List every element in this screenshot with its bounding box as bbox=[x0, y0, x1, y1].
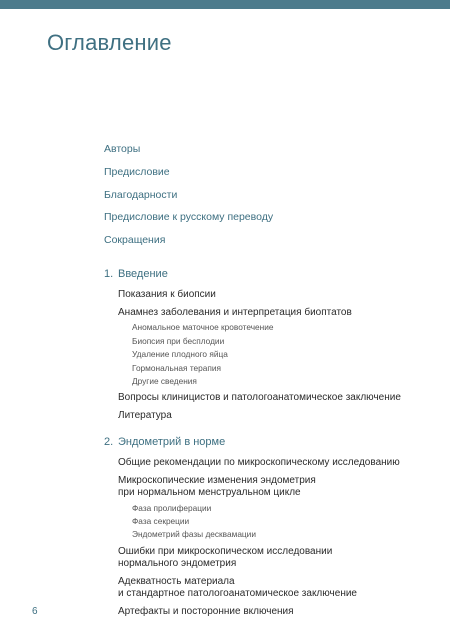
toc-entry-title: Авторы bbox=[104, 143, 141, 155]
toc-subentry-title: Фаза секреции bbox=[132, 516, 190, 526]
toc-entry-title-line: Микроскопические изменения эндометрия bbox=[118, 475, 316, 486]
toc-entry-title: Сокращения bbox=[104, 234, 166, 246]
toc-subentry-title: Другие сведения bbox=[132, 376, 197, 386]
toc-chapter-title: Введение bbox=[118, 268, 168, 280]
toc-entry-title-line: и стандартное патологоанатомическое заключение bbox=[118, 588, 357, 599]
toc-entry-title-line: Адекватность материала bbox=[118, 576, 235, 587]
toc-chapter-number: 1. bbox=[104, 268, 114, 280]
toc-entry-title: Предисловие bbox=[104, 166, 170, 178]
toc-entry-title: Общие рекомендации по микроскопическому исследованию bbox=[118, 457, 400, 468]
toc-entry-title: Артефакты и посторонние включения bbox=[118, 606, 294, 617]
toc-subentry-title: Гормональная терапия bbox=[132, 363, 222, 373]
toc-entry-title-line: нормального эндометрия bbox=[118, 558, 237, 569]
toc-chapter-title: Эндометрий в норме bbox=[118, 436, 226, 448]
toc-subentry-title: Эндометрий фазы десквамации bbox=[132, 529, 256, 539]
toc-entry-title-line: при нормальном менструальном цикле bbox=[118, 487, 301, 498]
page-title: Оглавление bbox=[47, 30, 172, 55]
toc-chapter-number: 2. bbox=[104, 436, 114, 448]
toc-subentry-title: Аномальное маточное кровотечение bbox=[132, 322, 274, 332]
toc-entry-title: Литература bbox=[118, 410, 172, 421]
toc-subentry-title: Удаление плодного яйца bbox=[132, 349, 228, 359]
toc-entry-title: Предисловие к русскому переводу bbox=[104, 211, 274, 223]
page-number: 6 bbox=[32, 606, 38, 617]
toc-subentry-title: Фаза пролиферации bbox=[132, 503, 212, 513]
toc-entry-title: Анамнез заболевания и интерпретация биоптатов bbox=[118, 307, 352, 318]
toc-entry-title: Вопросы клиницистов и патологоанатомическое заключение bbox=[118, 392, 401, 403]
toc-entry-title-line: Ошибки при микроскопическом исследовании bbox=[118, 546, 333, 557]
toc-entry-title: Показания к биопсии bbox=[118, 289, 216, 300]
toc-entry-title: Благодарности bbox=[104, 189, 178, 201]
toc-subentry-title: Биопсия при бесплодии bbox=[132, 336, 225, 346]
